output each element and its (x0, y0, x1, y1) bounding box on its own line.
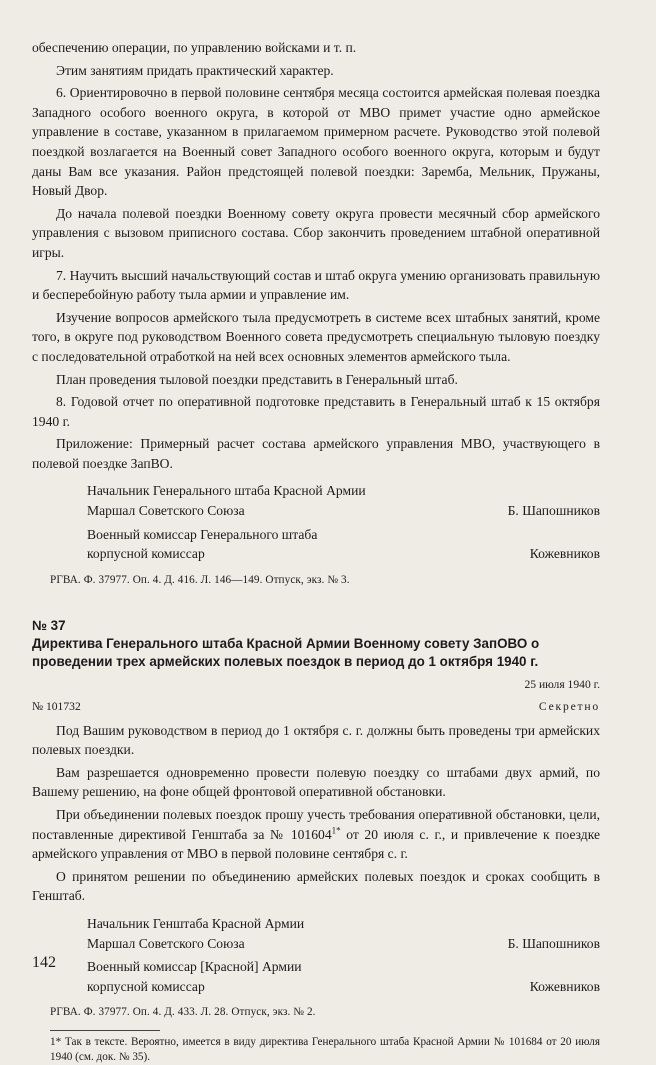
paragraph: Изучение вопросов армейского тыла предусмотреть в системе всех штабных занятий, кроме того, в округе под руководством Военного совета предусмотреть специальную тыловую поездку с последовательной отработкой на ней всех основных элементов армейского тыла. (32, 309, 600, 364)
paragraph: 6. Ориентировочно в первой половине сентября месяца состоится армейская полевая поездка Западного особого военного округа, в которой от МВО примет участие одно армейское управление в составе, указанном в прилагаемом примерном расчете. Руководство этой полевой поездкой возлагается на Военный совет Западного особого военного округа, которым и будут даны Вам все указания. Район предстоящей полевой поездки: Заремба, Мельник, Пружаны, Новый Двор. (32, 85, 600, 199)
signatory-title: Начальник Генштаба Красной Армии (87, 915, 305, 931)
signatory-title: Военный комиссар [Красной] Армии (87, 959, 302, 975)
paragraph-text: При объединении полевых поездок прошу учесть требования оперативной обстановки, цели, поставленные директивой Генштаба за № 101604 (32, 807, 600, 842)
paragraph (32, 805, 600, 864)
signature-row (32, 481, 600, 501)
paragraph: До начала полевой поездки Военному совету округа провести месячный сбор армейского управления с вызовом приписного состава. Сбор закончить проведением штабной оперативной игры. (32, 205, 600, 260)
classification-stamp: Секретно (538, 700, 600, 714)
paragraph-text: от 20 июля с. г., и привлечение к поездке армейского управления от МВО в первой половине сентября с. г. (32, 826, 600, 862)
document-date: 25 июля 1940 г. (524, 678, 600, 692)
signature-row (32, 544, 600, 564)
paragraph: План проведения тыловой поездки представить в Генеральный штаб. (56, 371, 458, 387)
paragraph: обеспечению операции, по управлению войсками и т. п. (32, 40, 357, 55)
page-number: 142 (32, 954, 56, 971)
signature-row (32, 525, 600, 545)
footnote: 1* Так в тексте. Вероятно, имеется в виду директива Генерального штаба Красной Армии № 101684 от 20 июля 1940 (см. док. № 35). (50, 1036, 600, 1064)
document-meta-row (32, 697, 600, 717)
signatory-name: Кожевников (529, 546, 600, 562)
signatory-title: Военный комиссар Генерального штаба (87, 526, 318, 542)
signature-row (32, 977, 600, 997)
signature-row (32, 501, 600, 521)
signatory-title: Начальник Генерального штаба Красной Армии (87, 483, 366, 499)
paragraph: Вам разрешается одновременно провести полевую поездку со штабами двух армий, по Вашему решению, на фоне общей фронтовой оперативной обстановки. (32, 764, 600, 800)
signatory-name: Б. Шапошников (507, 503, 600, 519)
signatory-rank: Маршал Советского Союза (87, 935, 245, 951)
document-number: № 37 (32, 617, 66, 633)
paragraph: 7. Научить высший начальствующий состав и штаб округа умению организовать правильную и бесперебойную работу тыла армии и управление им. (32, 267, 600, 303)
archive-reference: РГВА. Ф. 37977. Оп. 4. Д. 433. Л. 28. Отпуск, экз. № 2. (50, 1006, 316, 1019)
signatory-rank: корпусной комиссар (87, 546, 205, 562)
appendix-paragraph: Приложение: Примерный расчет состава армейского управления МВО, участвующего в полевой поездке ЗапВО. (32, 436, 600, 471)
document-title: Директива Генерального штаба Красной Армии Военному совету ЗапОВО о проведении трех армейских полевых поездок в период до 1 октября 1940 г. (32, 636, 540, 670)
registration-number: № 101732 (32, 700, 81, 714)
signature-row (32, 914, 600, 934)
archive-reference: РГВА. Ф. 37977. Оп. 4. Д. 416. Л. 146—149. Отпуск, экз. № 3. (50, 573, 350, 586)
signatory-name: Б. Шапошников (507, 935, 600, 951)
paragraph: Под Вашим руководством в период до 1 октября с. г. должны быть проведены три армейских полевых поездки. (32, 722, 600, 758)
signatory-rank: Маршал Советского Союза (87, 503, 245, 519)
paragraph: О принятом решении по объединению армейских полевых поездок и сроках сообщить в Генштаб. (32, 868, 600, 904)
paragraph: Этим занятиям придать практический характер. (56, 62, 334, 78)
signatory-name: Кожевников (529, 978, 600, 994)
signature-block (32, 914, 600, 996)
signature-block (32, 481, 600, 563)
footnote-divider (50, 1030, 160, 1031)
signature-row (32, 957, 600, 977)
paragraph: 8. Годовой отчет по оперативной подготовке представить в Генеральный штаб к 15 октября 1940 г. (32, 394, 600, 429)
page-content (32, 38, 600, 1065)
signature-row (32, 934, 600, 954)
signatory-rank: корпусной комиссар (87, 978, 205, 994)
footnote-marker: 1* (331, 825, 341, 836)
document-date-row (32, 675, 600, 695)
